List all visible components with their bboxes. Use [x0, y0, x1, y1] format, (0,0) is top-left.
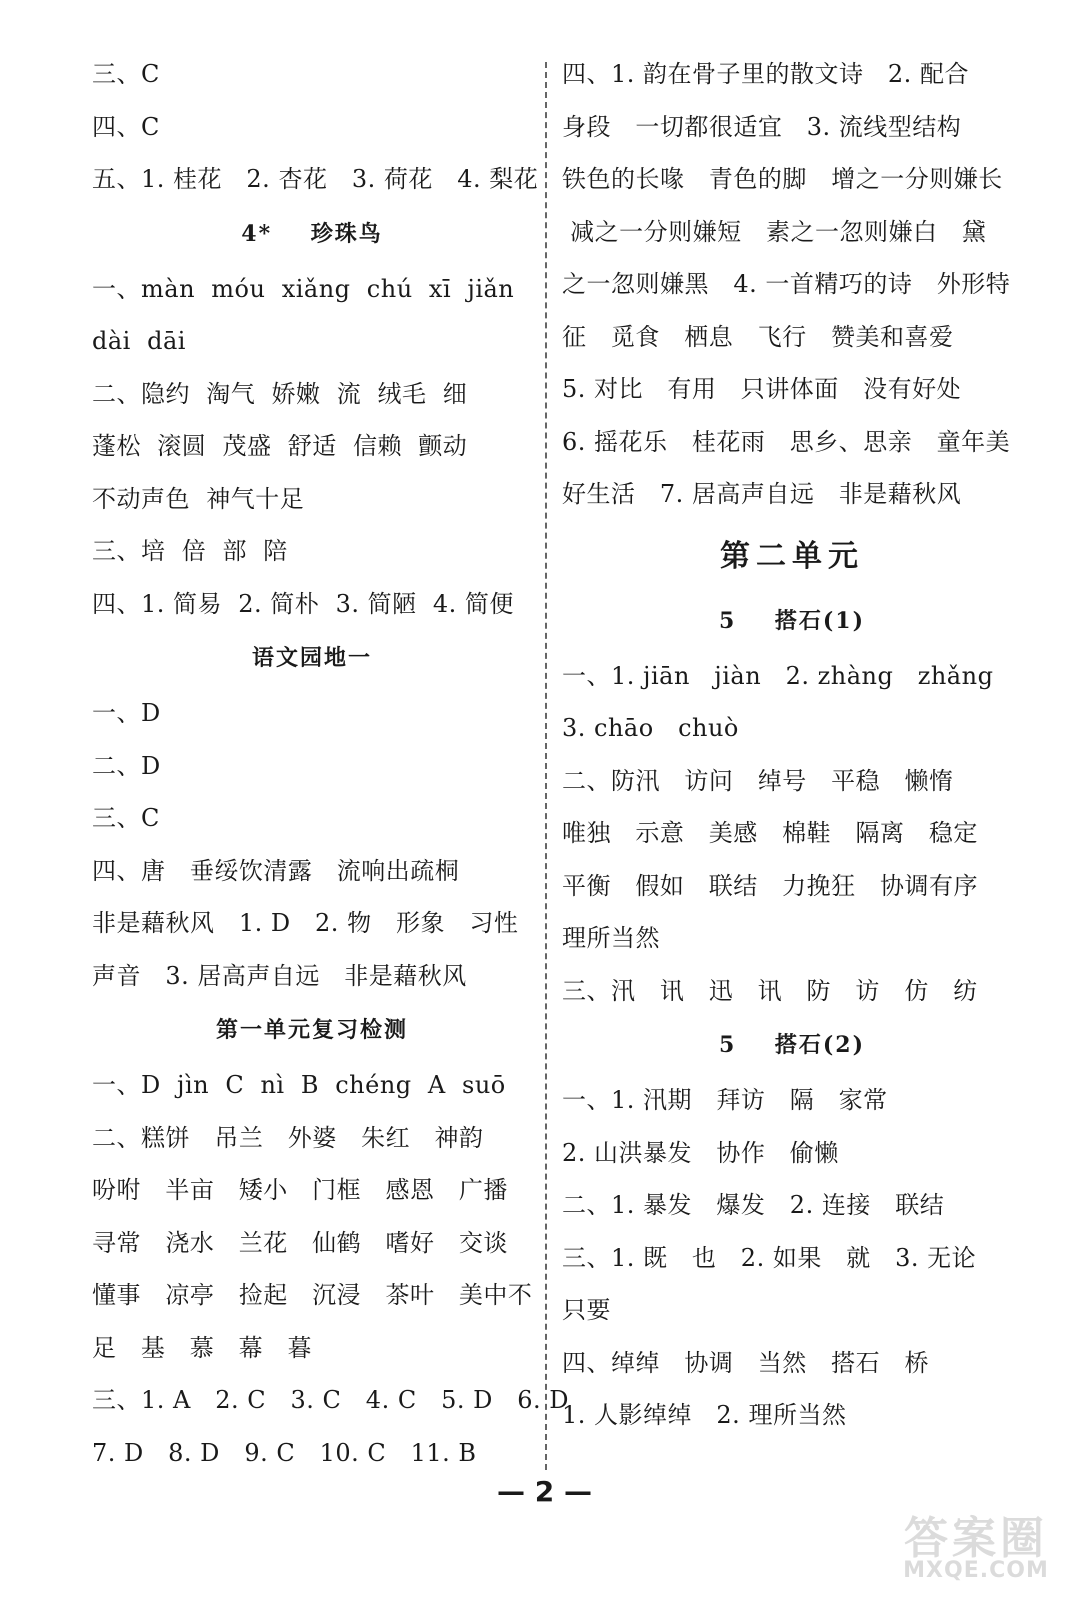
answer-line: 之一忽则嫌黑 4. 一首精巧的诗 外形特 [562, 270, 1011, 298]
answer-line: 1. 人影绰绰 2. 理所当然 [562, 1401, 847, 1429]
answer-line: 三、汛 讯 迅 讯 防 访 仿 纺 [562, 976, 978, 1005]
answer-line: 四、唐 垂绥饮清露 流响出疏桐 [92, 856, 460, 885]
page-number: — 2 — [497, 1475, 592, 1508]
answer-line: 三、1. 既 也 2. 如果 就 3. 无论 [562, 1243, 977, 1272]
answer-line: 四、1. 简易 2. 简朴 3. 简陋 4. 简便 [92, 589, 514, 618]
answer-line: 只要 [562, 1296, 611, 1324]
answer-line: 三、C [92, 804, 160, 832]
answer-line: 平衡 假如 联结 力挽狂 协调有序 [562, 871, 979, 900]
answer-line: 唯独 示意 美感 棉鞋 隔离 稳定 [562, 819, 978, 847]
answer-line: 声音 3. 居高声自远 非是藉秋风 [92, 961, 467, 990]
answer-line: 寻常 浇水 兰花 仙鹤 嗜好 交谈 [92, 1228, 508, 1257]
answer-line: 一、D [92, 699, 161, 727]
answer-line: 二、1. 暴发 爆发 2. 连接 联结 [562, 1191, 945, 1219]
answer-line: 二、隐约 淘气 娇嫩 流 绒毛 细 [92, 379, 468, 408]
answer-line: 二、糕饼 吊兰 外婆 朱红 神韵 [92, 1123, 484, 1152]
answer-line: 好生活 7. 居高声自远 非是藉秋风 [562, 480, 962, 508]
section-heading-unit-review: 第一单元复习检测 [215, 1017, 408, 1043]
answer-line: 铁色的长喙 青色的脚 增之一分则嫌长 [562, 165, 1003, 193]
left-column [92, 48, 570, 1479]
answer-line: 减之一分则嫌短 素之一忽则嫌白 黛 [562, 217, 987, 246]
answer-line: 身段 一切都很适宜 3. 流线型结构 [562, 112, 962, 141]
answer-line: 四、1. 韵在骨子里的散文诗 2. 配合 [562, 60, 969, 88]
answer-line: 不动声色 神气十足 [92, 484, 305, 513]
unit-heading: 第二单元 [720, 538, 864, 574]
right-column [562, 48, 1022, 1442]
section-heading-stepping-stones-1: 5 搭石(1) [718, 607, 866, 634]
answer-line: 2. 山洪暴发 协作 偷懒 [562, 1138, 839, 1167]
answer-line: 一、1. 汛期 拜访 隔 家常 [562, 1086, 888, 1114]
answer-line: 一、D jìn C nì B chéng A suō [92, 1071, 506, 1099]
answer-line: 理所当然 [562, 924, 660, 952]
answer-line: 足 基 慕 幕 暮 [92, 1333, 313, 1362]
answer-line: 懂事 凉亭 捡起 沉浸 茶叶 美中不 [92, 1281, 533, 1309]
watermark-logo [881, 1502, 1071, 1592]
answer-line: 四、C [92, 112, 160, 141]
answer-line: 一、1. jiān jiàn 2. zhàng zhǎng [562, 661, 994, 690]
section-heading-pearl-bird: 4* 珍珠鸟 [241, 220, 383, 247]
answer-line: 非是藉秋风 1. D 2. 物 形象 习性 [92, 909, 519, 937]
watermark-title: 答案圈 [904, 1513, 1048, 1564]
watermark-url: MXQE.COM [903, 1558, 1049, 1583]
answer-line: 3. chāo chuò [562, 714, 739, 742]
section-heading-yuwen-yuandi: 语文园地一 [251, 645, 372, 671]
answer-line: 7. D 8. D 9. C 10. C 11. B [92, 1438, 477, 1467]
answer-line: 三、C [92, 60, 160, 88]
answer-line: 吩咐 半亩 矮小 门框 感恩 广播 [92, 1176, 508, 1204]
answer-line: 三、培 倍 部 陪 [92, 537, 288, 565]
answer-line: 5. 对比 有用 只讲体面 没有好处 [562, 375, 962, 403]
column-divider [545, 62, 547, 1470]
answer-line: 二、D [92, 751, 161, 780]
answer-line: 一、màn móu xiǎng chú xī jiǎn [92, 274, 515, 303]
answer-line: 二、防汛 访问 绰号 平稳 懒惰 [562, 766, 954, 795]
answer-line: 三、1. A 2. C 3. C 4. C 5. D 6. D [92, 1386, 570, 1414]
section-heading-stepping-stones-2: 5 搭石(2) [718, 1032, 866, 1058]
answer-line: dài dāi [92, 327, 186, 355]
answer-line: 6. 摇花乐 桂花雨 思乡、思亲 童年美 [562, 427, 1011, 456]
answer-line: 蓬松 滚圆 茂盛 舒适 信赖 颤动 [92, 432, 468, 460]
answer-line: 五、1. 桂花 2. 杏花 3. 荷花 4. 梨花 [92, 165, 539, 193]
answer-line: 征 觅食 栖息 飞行 赞美和喜爱 [562, 322, 954, 351]
answer-line: 四、绰绰 协调 当然 搭石 桥 [562, 1348, 930, 1377]
